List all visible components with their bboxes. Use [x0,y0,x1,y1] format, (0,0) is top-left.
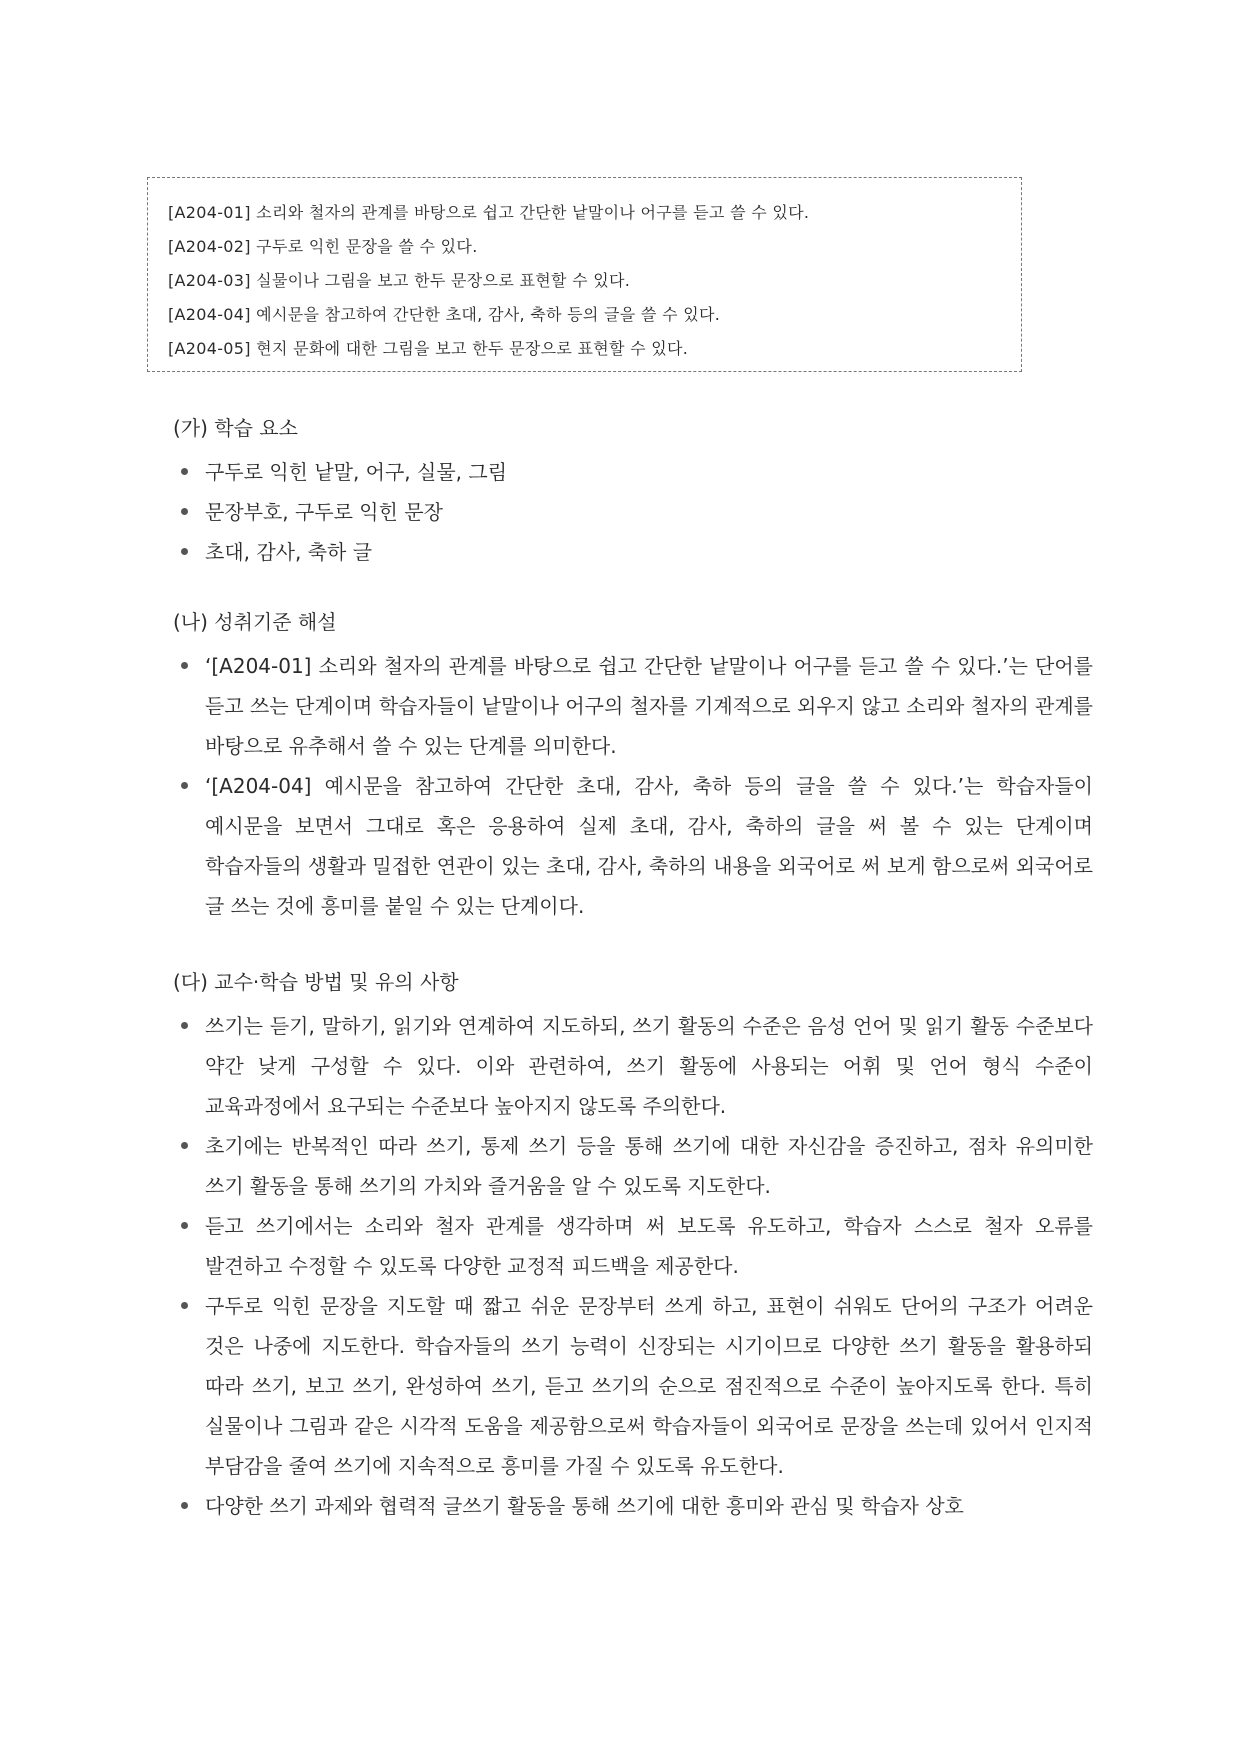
standard-a204-01: [A204-01] 소리와 철자의 관계를 바탕으로 쉽고 간단한 낱말이나 어구를 듣고 쓸 수 있다. [168,203,810,222]
learning-elements-section [173,414,1093,572]
list-item [173,1486,1093,1526]
section-heading: (나) 성취기준 해설 [173,610,337,634]
list-item [173,492,1093,532]
bullet-icon [181,468,188,475]
bullet-icon [181,1302,188,1309]
list-item-text: 쓰기는 듣기, 말하기, 읽기와 연계하여 지도하되, 쓰기 활동의 수준은 음성 언어 및 읽기 활동 수준보다 약간 낮게 구성할 수 있다. 이와 관련하여, 쓰기 활동에 사용되는 어휘 및 언어 형식 수준이 교육과정에서 요구되는 수준보다 높아지지 않도록 주의한다. [205,1014,1093,1118]
list-item-text: 다양한 쓰기 과제와 협력적 글쓰기 활동을 통해 쓰기에 대한 흥미와 관심 및 학습자 상호 [205,1494,964,1518]
bullet-list [173,452,1093,572]
list-item [173,1286,1093,1486]
bullet-icon [181,662,188,669]
list-item [173,452,1093,492]
achievement-standards-box [147,177,1022,372]
list-item-text: 문장부호, 구두로 익힌 문장 [205,500,443,524]
bullet-icon [181,1022,188,1029]
list-item-text: ‘[A204-01] 소리와 철자의 관계를 바탕으로 쉽고 간단한 낱말이나 어구를 듣고 쓸 수 있다.’는 단어를 듣고 쓰는 단계이며 학습자들이 낱말이나 어구의 철자를 기계적으로 외우지 않고 소리와 철자의 관계를 바탕으로 유추해서 쓸 수 있는 단계를 의미한다. [205,654,1093,758]
list-item-text: 초기에는 반복적인 따라 쓰기, 통제 쓰기 등을 통해 쓰기에 대한 자신감을 증진하고, 점차 유의미한 쓰기 활동을 통해 쓰기의 가치와 즐거움을 알 수 있도록 지도한다. [205,1134,1093,1198]
list-item [173,766,1093,926]
bullet-list [173,646,1093,926]
section-heading: (다) 교수·학습 방법 및 유의 사항 [173,970,459,994]
bullet-list [173,1006,1093,1526]
list-item [173,1206,1093,1286]
bullet-icon [181,1502,188,1509]
list-item [173,532,1093,572]
standard-a204-05: [A204-05] 현지 문화에 대한 그림을 보고 한두 문장으로 표현할 수 있다. [168,339,689,358]
list-item [173,1006,1093,1126]
standard-a204-02: [A204-02] 구두로 익힌 문장을 쓸 수 있다. [168,237,478,256]
list-item-text: 구두로 익힌 문장을 지도할 때 짧고 쉬운 문장부터 쓰게 하고, 표현이 쉬워도 단어의 구조가 어려운 것은 나중에 지도한다. 학습자들의 쓰기 능력이 신장되는 시기이므로 다양한 쓰기 활동을 활용하되 따라 쓰기, 보고 쓰기, 완성하여 쓰기, 듣고 쓰기의 순으로 점진적으로 수준이 높아지도록 한다. 특히 실물이나 그림과 같은 시각적 도움을 제공함으로써 학습자들이 외국어로 문장을 쓰는데 있어서 인지적 부담감을 줄여 쓰기에 지속적으로 흥미를 가질 수 있도록 유도한다. [205,1294,1093,1478]
standard-a204-04: [A204-04] 예시문을 참고하여 간단한 초대, 감사, 축하 등의 글을 쓸 수 있다. [168,305,721,324]
list-item [173,646,1093,766]
bullet-icon [181,1142,188,1149]
list-item-text: 듣고 쓰기에서는 소리와 철자 관계를 생각하며 써 보도록 유도하고, 학습자 스스로 철자 오류를 발견하고 수정할 수 있도록 다양한 교정적 피드백을 제공한다. [205,1214,1093,1278]
list-item [173,1126,1093,1206]
list-item-text: 초대, 감사, 축하 글 [205,540,373,564]
bullet-icon [181,548,188,555]
list-item-text: ‘[A204-04] 예시문을 참고하여 간단한 초대, 감사, 축하 등의 글을 쓸 수 있다.’는 학습자들이 예시문을 보면서 그대로 혹은 응용하여 실제 초대, 감사, 축하의 글을 써 볼 수 있는 단계이며 학습자들의 생활과 밀접한 연관이 있는 초대, 감사, 축하의 내용을 외국어로 써 보게 함으로써 외국어로 글 쓰는 것에 흥미를 붙일 수 있는 단계이다. [205,774,1093,918]
list-item-text: 구두로 익힌 낱말, 어구, 실물, 그림 [205,460,508,484]
achievement-explanation-section [173,608,1093,926]
standard-a204-03: [A204-03] 실물이나 그림을 보고 한두 문장으로 표현할 수 있다. [168,271,631,290]
bullet-icon [181,1222,188,1229]
bullet-icon [181,508,188,515]
section-heading: (가) 학습 요소 [173,416,298,440]
teaching-methods-section [173,968,1093,1526]
bullet-icon [181,782,188,789]
